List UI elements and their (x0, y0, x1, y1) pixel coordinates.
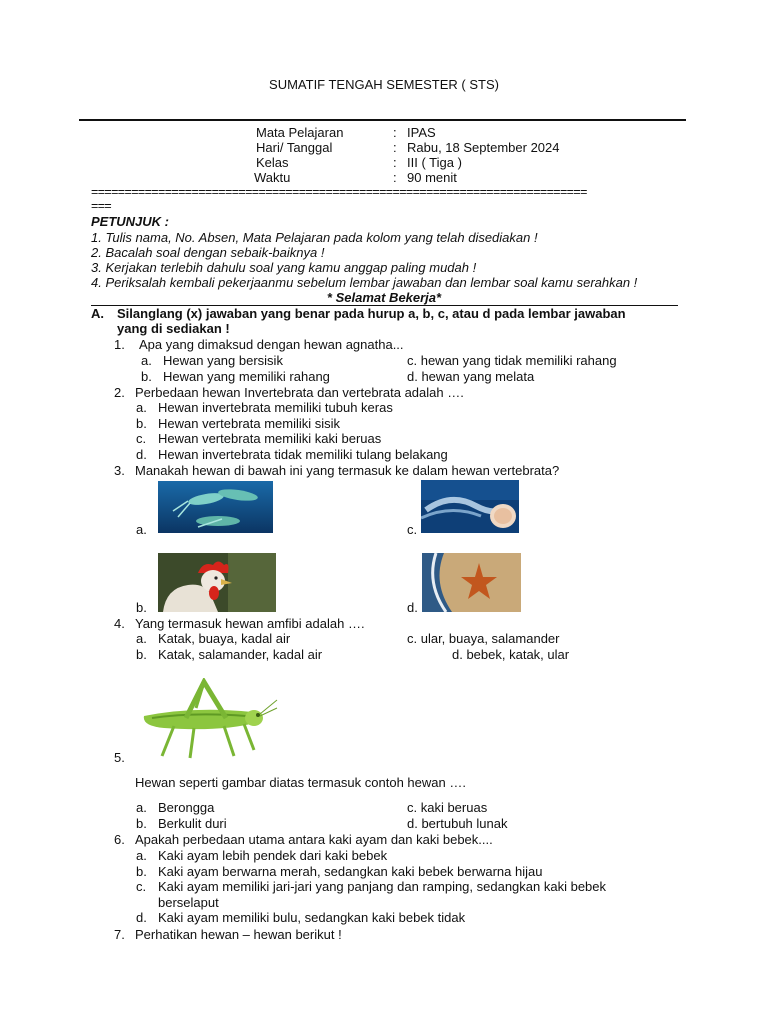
option-letter: c. (136, 431, 147, 446)
option-a: Hewan yang bersisik (163, 353, 283, 368)
question-text: Manakah hewan di bawah ini yang termasuk ke dalam hewan vertebrata? (135, 463, 560, 478)
option-b-label: b. (136, 600, 147, 615)
option-a: Katak, buaya, kadal air (158, 631, 291, 646)
info-value-time: 90 menit (407, 170, 457, 185)
option-a-label: a. (136, 522, 147, 537)
question-number: 2. (114, 385, 125, 400)
question-number: 4. (114, 616, 125, 631)
option-d-label: d. (407, 600, 418, 615)
info-label-class: Kelas (256, 155, 289, 170)
question-number: 7. (114, 927, 125, 942)
option-letter: a. (136, 400, 147, 415)
separator-line: ========================================================================== (91, 185, 587, 199)
option-c: Hewan vertebrata memiliki kaki beruas (158, 431, 382, 446)
option-letter: b. (136, 416, 147, 431)
option-c: Kaki ayam memiliki jari-jari yang panjang dan ramping, sedangkan kaki bebek (158, 879, 607, 894)
title-rule (79, 119, 686, 121)
section-instruction-line2: yang di sediakan ! (117, 321, 230, 336)
option-b: Hewan vertebrata memiliki sisik (158, 416, 341, 431)
question-text: Apa yang dimaksud dengan hewan agnatha... (139, 337, 404, 352)
option-letter: a. (136, 848, 147, 863)
option-letter: a. (136, 800, 147, 815)
question-text: Yang termasuk hewan amfibi adalah …. (135, 616, 365, 631)
option-c: c. ular, buaya, salamander (407, 631, 560, 646)
option-a: Hewan invertebrata memiliki tubuh keras (158, 400, 393, 415)
option-d: Hewan invertebrata tidak memiliki tulang belakang (158, 447, 448, 462)
instructions-heading: PETUNJUK : (91, 214, 170, 229)
question-text: Apakah perbedaan utama antara kaki ayam dan kaki bebek.... (135, 832, 493, 847)
info-value-subject: IPAS (407, 125, 436, 140)
option-letter: a. (141, 353, 152, 368)
option-d: Kaki ayam memiliki bulu, sedangkan kaki bebek tidak (158, 910, 466, 925)
option-b: Hewan yang memiliki rahang (163, 369, 330, 384)
option-letter: b. (136, 816, 147, 831)
info-sep-class: : (393, 155, 397, 170)
option-letter: b. (136, 647, 147, 662)
option-a: Kaki ayam lebih pendek dari kaki bebek (158, 848, 388, 863)
option-c: c. kaki beruas (407, 800, 488, 815)
info-sep-time: : (393, 170, 397, 185)
info-sep-subject: : (393, 125, 397, 140)
question-number: 3. (114, 463, 125, 478)
separator-tail: === (91, 199, 112, 213)
option-letter: d. (136, 447, 147, 462)
option-a: Berongga (158, 800, 215, 815)
info-label-date: Hari/ Tanggal (256, 140, 333, 155)
rooster-image (158, 553, 276, 612)
question-number: 1. (114, 337, 125, 352)
question-number: 5. (114, 750, 125, 765)
option-d: d. hewan yang melata (407, 369, 535, 384)
option-b: Katak, salamander, kadal air (158, 647, 323, 662)
section-instruction-line1: Silanglang (x) jawaban yang benar pada hurup a, b, c, atau d pada lembar jawaban (117, 306, 626, 321)
option-letter: c. (136, 879, 147, 894)
instruction-4: 4. Periksalah kembali pekerjaanmu sebelum lembar jawaban dan lembar soal kamu serahkan ! (91, 275, 638, 290)
grasshopper-image (134, 678, 278, 762)
section-letter: A. (91, 306, 104, 321)
option-d: d. bebek, katak, ular (452, 647, 570, 662)
option-b: Berkulit duri (158, 816, 227, 831)
squid-image (158, 481, 273, 533)
instruction-1: 1. Tulis nama, No. Absen, Mata Pelajaran pada kolom yang telah disediakan ! (91, 230, 538, 245)
starfish-image (422, 553, 521, 612)
option-d: d. bertubuh lunak (407, 816, 508, 831)
info-value-date: Rabu, 18 September 2024 (407, 140, 560, 155)
instruction-2: 2. Bacalah soal dengan sebaik-baiknya ! (91, 245, 325, 260)
option-b: Kaki ayam berwarna merah, sedangkan kaki bebek berwarna hijau (158, 864, 543, 879)
info-sep-date: : (393, 140, 397, 155)
option-letter: b. (136, 864, 147, 879)
option-letter: b. (141, 369, 152, 384)
jellyfish-image (421, 480, 519, 533)
option-c: c. hewan yang tidak memiliki rahang (407, 353, 617, 368)
instruction-3: 3. Kerjakan terlebih dahulu soal yang kamu anggap paling mudah ! (91, 260, 477, 275)
info-label-subject: Mata Pelajaran (256, 125, 344, 140)
question-text: Hewan seperti gambar diatas termasuk contoh hewan …. (135, 775, 466, 790)
question-text: Perhatikan hewan – hewan berikut ! (135, 927, 342, 942)
info-label-time: Waktu (254, 170, 291, 185)
closing-note: * Selamat Bekerja* (326, 290, 442, 305)
page-title: SUMATIF TENGAH SEMESTER ( STS) (269, 77, 499, 92)
option-letter: a. (136, 631, 147, 646)
option-c-continued: berselaput (158, 895, 219, 910)
question-text: Perbedaan hewan Invertebrata dan vertebrata adalah …. (135, 385, 464, 400)
question-number: 6. (114, 832, 125, 847)
option-letter: d. (136, 910, 147, 925)
info-value-class: III ( Tiga ) (407, 155, 462, 170)
option-c-label: c. (407, 522, 418, 537)
